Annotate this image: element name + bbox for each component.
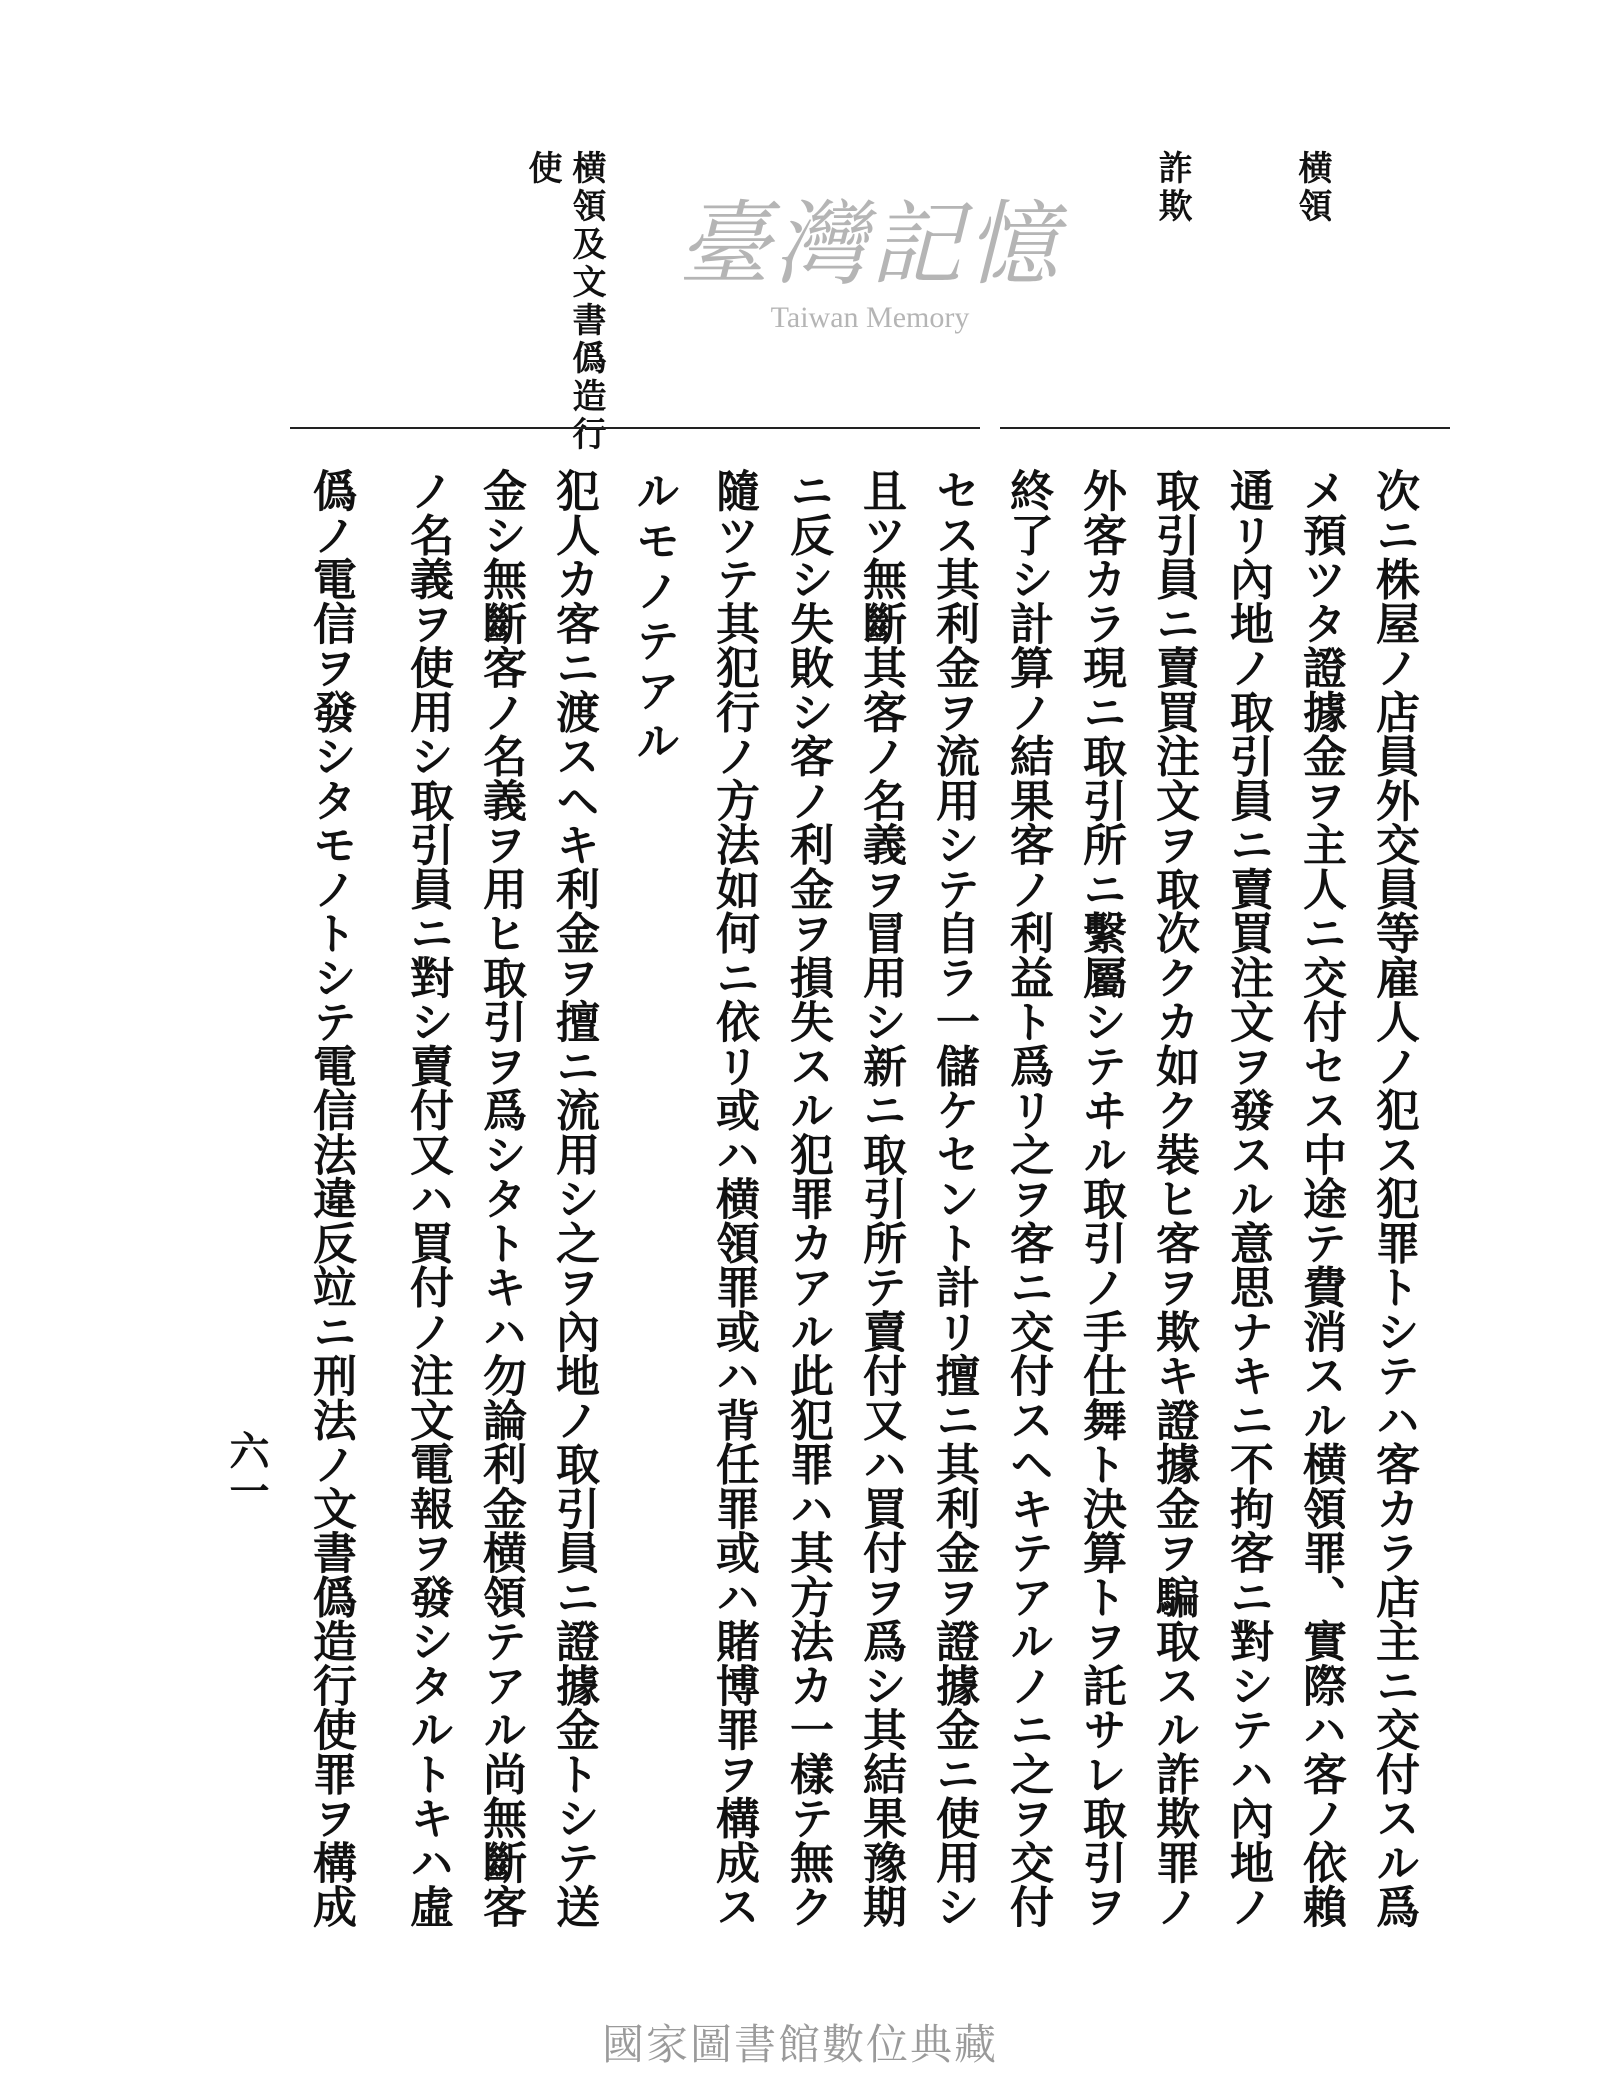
text-column-5: 外客カラ現ニ取引所ニ繫屬シテヰル取引ノ手仕舞ト決算トヲ託サレ取引ヲ	[1075, 468, 1126, 1928]
text-column-4: 取引員ニ賣買注文ヲ取次クカ如ク裝ヒ客ヲ欺キ證據金ヲ騙取スル詐欺罪ノ	[1148, 468, 1199, 1928]
page-number: 六一	[223, 1430, 270, 1510]
text-column-10: 隨ツテ其犯行ノ方法如何ニ依リ或ハ横領罪或ハ背任罪或ハ賭博罪ヲ構成ス	[708, 468, 759, 1928]
text-column-15: 僞ノ電信ヲ發シタモノトシテ電信法違反竝ニ刑法ノ文書僞造行使罪ヲ構成	[305, 468, 356, 1928]
text-column-1: 次ニ株屋ノ店員外交員等雇人ノ犯ス犯罪トシテハ客カラ店主ニ交付スル爲	[1368, 468, 1419, 1928]
footer-credit: 國家圖書館數位典藏	[601, 2020, 998, 2069]
margin-note-forgery: 横領及文書僞造行使	[522, 150, 606, 454]
header-rule-right	[1000, 427, 1450, 429]
text-column-13: 金シ無斷客ノ名義ヲ用ヒ取引ヲ爲シタトキハ勿論利金横領テアル尚無斷客	[475, 468, 526, 1928]
margin-note-fraud: 詐欺	[1152, 150, 1192, 226]
text-column-11: ルモノテアル	[628, 468, 679, 768]
text-column-7: セス其利金ヲ流用シテ自ラ一儲ケセント計リ擅ニ其利金ヲ證據金ニ使用シ	[928, 468, 979, 1928]
watermark-english: Taiwan Memory	[770, 301, 970, 334]
watermark-chinese: 臺灣記憶	[677, 191, 1062, 298]
text-column-8: 且ツ無斷其客ノ名義ヲ冒用シ新ニ取引所テ賣付又ハ買付ヲ爲シ其結果豫期	[855, 468, 906, 1928]
text-column-2: メ預ツタ證據金ヲ主人ニ交付セス中途テ費消スル横領罪、實際ハ客ノ依賴	[1295, 468, 1346, 1928]
text-column-14: ノ名義ヲ使用シ取引員ニ對シ賣付又ハ買付ノ注文電報ヲ發シタルトキハ虛	[402, 468, 453, 1928]
text-column-3: 通リ內地ノ取引員ニ賣買注文ヲ發スル意思ナキニ不拘客ニ對シテハ內地ノ	[1222, 468, 1273, 1928]
text-column-6: 終了シ計算ノ結果客ノ利益ト爲リ之ヲ客ニ交付スヘキテアルノニ之ヲ交付	[1002, 468, 1053, 1928]
margin-note-embezzlement: 横領	[1292, 150, 1332, 226]
text-column-9: ニ反シ失敗シ客ノ利金ヲ損失スル犯罪カアル此犯罪ハ其方法カ一樣テ無ク	[782, 468, 833, 1928]
text-column-12: 犯人カ客ニ渡スヘキ利金ヲ擅ニ流用シ之ヲ內地ノ取引員ニ證據金トシテ送	[548, 468, 599, 1928]
header-rule-left	[290, 427, 980, 429]
watermark-logo	[660, 190, 1080, 336]
